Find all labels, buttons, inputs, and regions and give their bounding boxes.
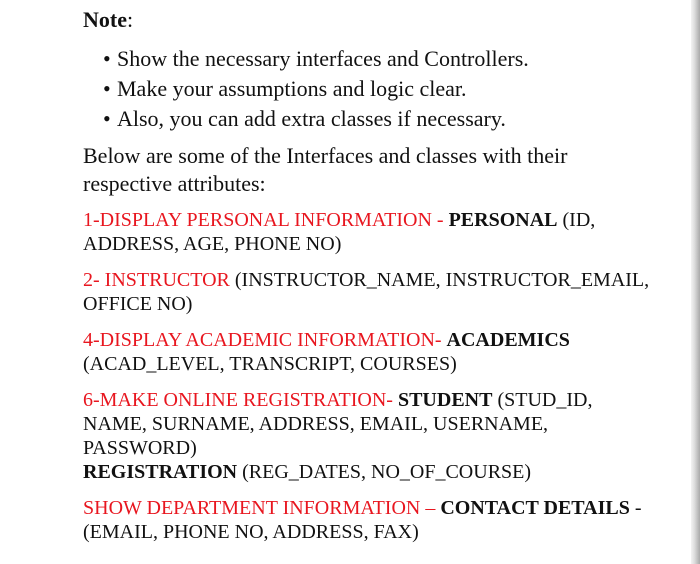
item-entity: CONTACT DETAILS	[440, 497, 630, 519]
item-label: SHOW DEPARTMENT INFORMATION –	[83, 497, 441, 519]
item-label: 6-MAKE ONLINE REGISTRATION-	[83, 389, 398, 411]
bullet-text: Show the necessary interfaces and Controllers.	[117, 46, 529, 71]
item-label: 1-DISPLAY PERSONAL INFORMATION -	[83, 209, 449, 231]
bullet-text: Make your assumptions and logic clear.	[117, 76, 467, 101]
page-edge-shadow	[691, 0, 700, 564]
intro-paragraph: Below are some of the Interfaces and classes with their respective attributes:	[83, 143, 568, 196]
bullet-dot-icon: •	[103, 106, 111, 131]
bullet-item	[83, 104, 653, 134]
item-attributes: (STUD_ID, NAME, SURNAME, ADDRESS, EMAIL, USERNAME, PASSWORD)	[83, 389, 593, 459]
item-entity-secondary: REGISTRATION	[83, 461, 238, 483]
item-entity: PERSONAL	[448, 209, 558, 231]
item-academics	[83, 328, 653, 376]
note-colon: :	[126, 7, 134, 32]
item-attributes: (ACAD_LEVEL, TRANSCRIPT, COURSES)	[83, 353, 457, 375]
bullet-item	[83, 44, 653, 74]
item-registration	[83, 388, 653, 484]
bullet-dot-icon: •	[103, 76, 111, 101]
item-attributes-secondary: (REG_DATES, NO_OF_COURSE)	[237, 461, 532, 483]
item-attributes: - (EMAIL, PHONE NO, ADDRESS, FAX)	[83, 497, 642, 543]
document-content	[83, 6, 653, 556]
item-department	[83, 496, 653, 544]
note-heading	[83, 6, 653, 34]
item-personal	[83, 208, 653, 256]
item-entity: STUDENT	[397, 389, 493, 411]
bullet-text: Also, you can add extra classes if necessary.	[117, 106, 506, 131]
item-attributes: (ID, ADDRESS, AGE, PHONE NO)	[83, 209, 596, 255]
item-label: 4-DISPLAY ACADEMIC INFORMATION-	[83, 329, 447, 351]
bullet-item	[83, 74, 653, 104]
item-entity: ACADEMICS	[446, 329, 570, 351]
item-instructor	[83, 268, 653, 316]
note-title: Note	[83, 7, 127, 32]
item-label: 2- INSTRUCTOR	[83, 269, 230, 291]
bullet-dot-icon: •	[103, 46, 111, 71]
item-attributes: (INSTRUCTOR_NAME, INSTRUCTOR_EMAIL, OFFICE NO)	[83, 269, 650, 315]
note-bullet-list	[83, 44, 653, 134]
